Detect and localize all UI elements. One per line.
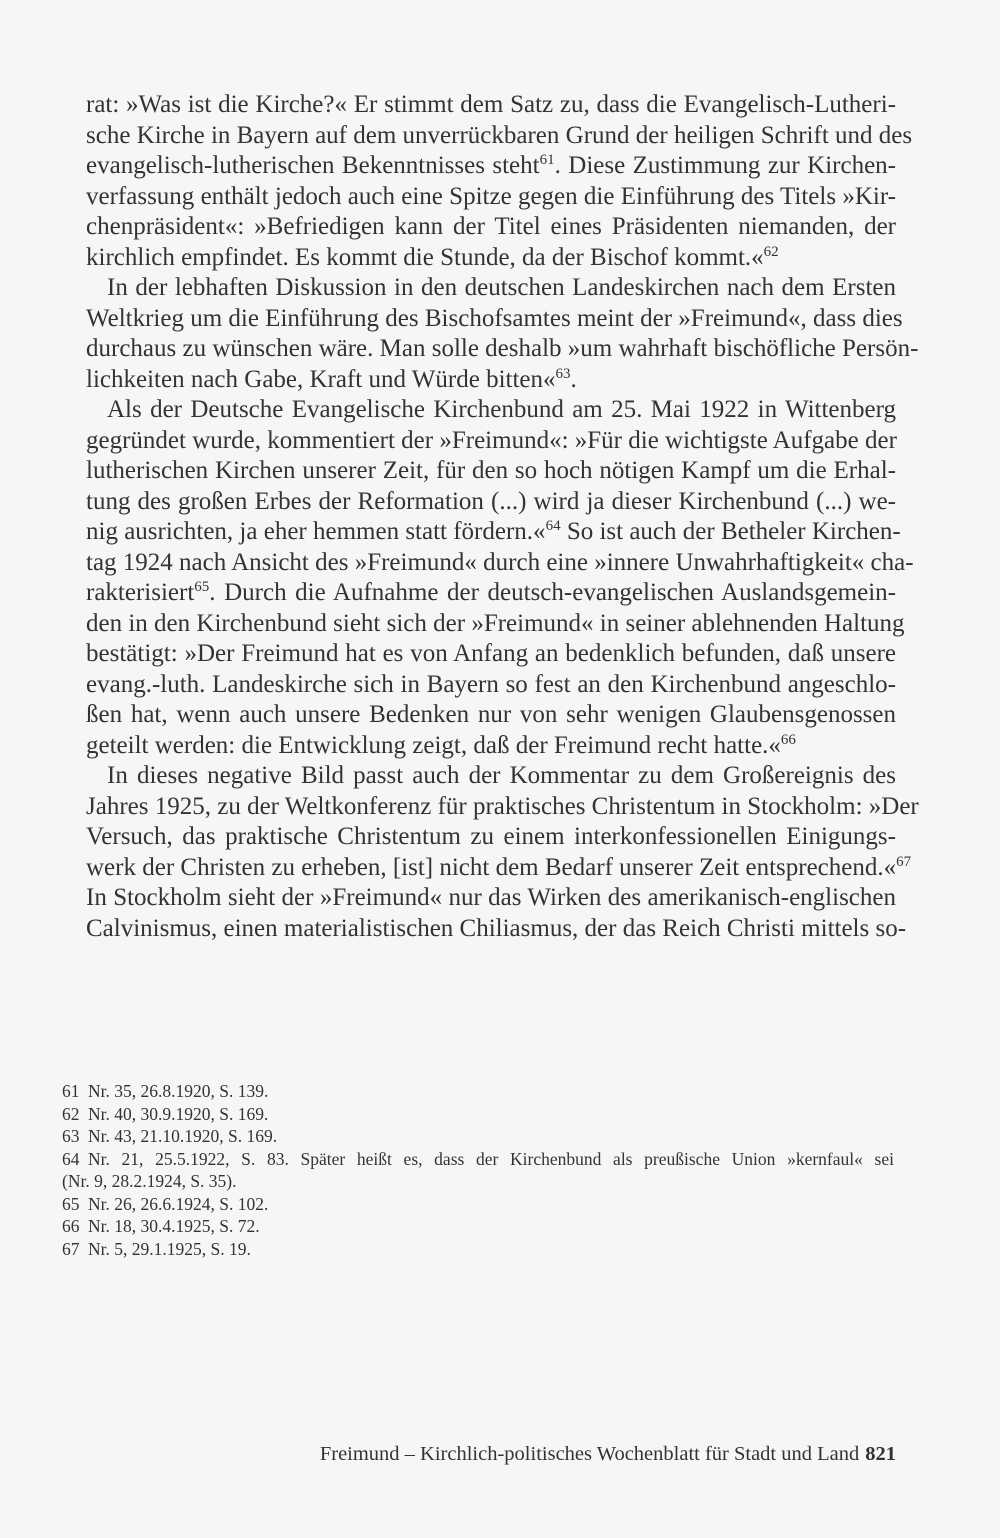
footnote-ref: 67 — [896, 853, 912, 870]
text-line: Jahres 1925, zu der Weltkonferenz für praktisches Christentum in Stockholm: »Der — [86, 792, 919, 820]
footnote-ref: 66 — [780, 731, 796, 748]
text-line: evang.-luth. Landeskirche sich in Bayern so fest an den Kirchenbund angeschlo- — [86, 670, 896, 698]
footnote-text: Nr. 40, 30.9.1920, S. 169. — [88, 1103, 269, 1124]
footnote-text: Nr. 5, 29.1.1925, S. 19. — [88, 1238, 251, 1259]
text-line: kirchlich empfindet. Es kommt die Stunde, da der Bischof kommt.«$^{62}$ — [86, 243, 779, 271]
footnote-text: (Nr. 9, 28.2.1924, S. 35). — [62, 1171, 237, 1191]
footnote-continuation — [62, 1170, 896, 1193]
footnote-number: 65 — [62, 1193, 80, 1214]
text-line: nig ausrichten, ja eher hemmen statt fördern.«$^{64}$ So ist auch der Betheler Kirchen- — [86, 518, 901, 545]
text-line: Weltkrieg um die Einführung des Bischofsamtes meint der »Freimund«, dass dies — [86, 304, 903, 332]
text-line: den in den Kirchenbund sieht sich der »Freimund« in seiner ablehnenden Haltung — [86, 609, 905, 637]
text-line: chenpräsident«: »Befriedigen kann der Titel eines Präsidenten niemanden, der — [86, 213, 896, 240]
text-line: bestätigt: »Der Freimund hat es von Anfang an bedenklich befunden, daß unsere — [86, 640, 896, 667]
footnote — [62, 1215, 896, 1238]
text-line: tag 1924 nach Ansicht des »Freimund« durch eine »innere Unwahrhaftigkeit« cha- — [86, 548, 914, 576]
footnote-number: 64 — [62, 1148, 80, 1169]
text-line: In dieses negative Bild passt auch der Kommentar zu dem Großereignis des — [107, 762, 896, 789]
text-line: verfassung enthält jedoch auch eine Spitze gegen die Einführung des Titels »Kir- — [86, 182, 896, 210]
footnote-ref: 61 — [539, 152, 555, 168]
text-line: lichkeiten nach Gabe, Kraft und Würde bitten«$^{63}$. — [86, 365, 577, 393]
text-line: ßen hat, wenn auch unsere Bedenken nur von sehr wenigen Glaubensgenossen — [86, 701, 896, 728]
footnote — [62, 1148, 896, 1171]
footnote-number: 66 — [62, 1216, 80, 1236]
text-line: durchaus zu wünschen wäre. Man solle deshalb »um wahrhaft bischöfliche Persön- — [86, 335, 919, 362]
footnote-ref: 65 — [194, 579, 210, 595]
running-footer — [320, 1440, 896, 1468]
footnote-text: Nr. 35, 26.8.1920, S. 139. — [88, 1081, 269, 1101]
text-line: werk der Christen zu erheben, [ist] nicht dem Bedarf unserer Zeit entsprechend.«$^{67}$ — [86, 853, 912, 881]
text-line: Versuch, das praktische Christentum zu einem interkonfessionellen Einigungs- — [86, 823, 896, 850]
footnote — [62, 1238, 896, 1261]
text-line: tung des großen Erbes der Reformation (...) wird ja dieser Kirchenbund (...) we- — [86, 487, 896, 515]
footnote-number: 63 — [62, 1126, 80, 1146]
text-line: lutherischen Kirchen unserer Zeit, für den so hoch nötigen Kampf um die Erhal- — [86, 457, 896, 484]
text-line: rakterisiert$^{65}$. Durch die Aufnahme der deutsch-evangelischen Auslandsgemein- — [86, 579, 896, 606]
text-line: Als der Deutsche Evangelische Kirchenbund am 25. Mai 1922 in Wittenberg — [107, 396, 896, 423]
text-line: gegründet wurde, kommentiert der »Freimund«: »Für die wichtigste Aufgabe der — [86, 426, 897, 454]
footnote-text: Nr. 43, 21.10.1920, S. 169. — [88, 1126, 278, 1146]
footnote-number: 62 — [62, 1103, 80, 1124]
footnote-text: Nr. 26, 26.6.1924, S. 102. — [88, 1193, 269, 1214]
text-line: sche Kirche in Bayern auf dem unverrückbaren Grund der heiligen Schrift und des — [86, 121, 913, 149]
footnote — [62, 1125, 896, 1148]
running-title: Freimund – Kirchlich-politisches Wochenblatt für Stadt und Land — [319, 1443, 860, 1465]
footnote-text: Nr. 21, 25.5.1922, S. 83. Später heißt es, dass der Kirchenbund als preußische Union »kernfaul« sei — [88, 1148, 894, 1169]
footnote-number: 61 — [62, 1081, 80, 1101]
text-line: rat: »Was ist die Kirche?« Er stimmt dem Satz zu, dass die Evangelisch-Lutheri- — [86, 91, 896, 118]
footnote-ref: 62 — [763, 243, 779, 260]
footnote — [62, 1193, 896, 1216]
footnote-number: 67 — [62, 1238, 80, 1259]
body-text — [86, 90, 919, 944]
text-line: In der lebhaften Diskussion in den deutschen Landeskirchen nach dem Ersten — [107, 274, 896, 301]
text-line: Calvinismus, einen materialistischen Chiliasmus, der das Reich Christi mittels so- — [86, 914, 907, 942]
text-line: evangelisch-lutherischen Bekenntnisses steht$^{61}$. Diese Zustimmung zur Kirchen- — [86, 152, 896, 179]
footnote-ref: 64 — [545, 518, 561, 534]
footnote — [62, 1103, 896, 1126]
text-line: In Stockholm sieht der »Freimund« nur das Wirken des amerikanisch-englischen — [86, 884, 896, 911]
footnotes — [62, 1080, 896, 1260]
footnote-text: Nr. 18, 30.4.1925, S. 72. — [88, 1216, 260, 1236]
footnote-ref: 63 — [555, 365, 571, 382]
footnote — [62, 1080, 896, 1103]
text-line: geteilt werden: die Entwicklung zeigt, daß der Freimund recht hatte.«$^{66}$ — [86, 731, 796, 759]
page-number: 821 — [865, 1443, 896, 1465]
